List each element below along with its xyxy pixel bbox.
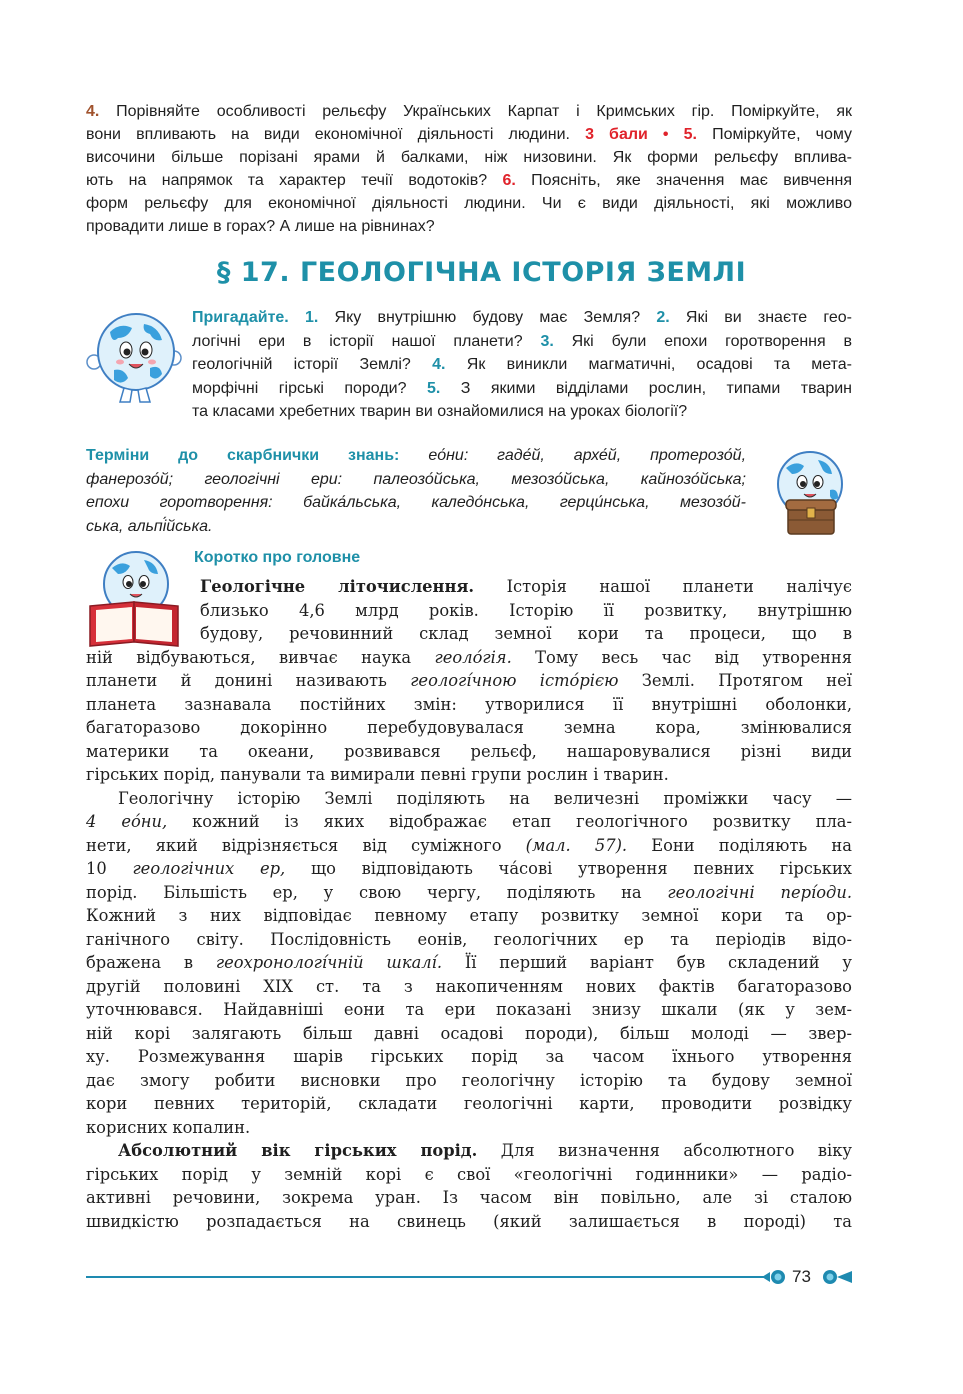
body-line — [86, 881, 852, 905]
body-line: гірських порід у земній корі є свої «геологічні годинники» — радіо- — [86, 1164, 852, 1184]
body-text: Еони поділяють на — [651, 835, 852, 855]
body-text: Землі. Протягом неї — [641, 671, 852, 690]
terms-line: ська, альпі́йська. — [86, 517, 213, 535]
intro-line — [86, 192, 852, 215]
terms-line — [86, 444, 746, 468]
recall-text: Яку внутрішню будову має Земля? — [334, 309, 641, 326]
page-number: 73 — [792, 1267, 811, 1286]
body-line: ганічного світу. Послідовність еонів, геологічних ер та періодів відо- — [86, 929, 852, 949]
recall-line — [192, 306, 852, 330]
body-line: материки та океани, розвивався рельєф, нашаровувалися різні види — [86, 741, 852, 761]
recall-text: Які ви знаєте гео- — [685, 309, 852, 326]
body-text: Її перший варіант був складений у — [464, 953, 852, 972]
globe-mascot-icon — [84, 302, 184, 407]
body-text: 10 — [86, 859, 107, 878]
intro-text: Поміркуйте, чому — [712, 126, 853, 143]
question-number: 6. — [502, 172, 516, 189]
intro-text: височини більше порізані ярами й балками, ніж низовини. Як форми рельєфу вплива- — [86, 149, 852, 166]
terms-label: Терміни до скарбнички знань: — [86, 447, 400, 464]
summary-label: Коротко про головне — [194, 549, 361, 566]
footer-ornament-right-icon — [820, 1268, 852, 1286]
term: геоло́гія. — [434, 647, 512, 667]
section-heading: Абсолютний вік гірських порід. — [118, 1141, 478, 1160]
intro-line — [86, 215, 852, 238]
recall-block — [192, 306, 852, 424]
recall-text: та класами хребетних тварин ви ознайомилися на уроках біології? — [192, 403, 688, 420]
intro-text: Порівняйте особливості рельєфу Українських Карпат і Кримських гір. Поміркуйте, як — [116, 103, 852, 120]
body-text: Історія нашої планети налічує — [506, 577, 853, 596]
term: геохронологі́чній шкалі́. — [215, 953, 443, 972]
question-number: 1. — [304, 309, 319, 326]
body-line — [118, 1139, 852, 1163]
body-line — [86, 857, 852, 881]
body-line: ній корі залягають більш давні осадові породи), більш молоді — звер- — [86, 1023, 852, 1043]
question-number: 5. — [426, 379, 441, 397]
body-line — [86, 646, 852, 670]
question-number: 2. — [656, 309, 670, 326]
question-number: 3. — [540, 332, 554, 350]
intro-text: Поясніть, яке значення має вивчення — [531, 172, 853, 189]
body-line: швидкістю розпадається на свинець (який залишається в породі) та — [86, 1211, 852, 1231]
body-line: уточнювався. Найдавніші еони та ери показані знизу шкали (як у зем- — [86, 1000, 852, 1019]
intro-text: провадити лише в горах? А лише на рівнинах? — [86, 218, 435, 235]
body-line: корисних копалин. — [86, 1117, 251, 1137]
terms-block — [86, 444, 746, 538]
recall-text: Які були епохи горотворення в — [571, 332, 853, 350]
body-line: будову, речовинний склад земної кори та процеси, що в — [200, 624, 852, 643]
page-title: § 17. ГЕОЛОГІЧНА ІСТОРІЯ ЗЕМЛІ — [216, 257, 747, 288]
question-number: 4. — [432, 356, 446, 373]
footer-rule — [86, 1276, 766, 1278]
body-line — [200, 575, 852, 599]
body-text: планети й донині називають — [86, 671, 387, 690]
intro-questions — [86, 100, 852, 238]
terms-text: ео́ни: гаде́й, архе́й, протерозо́й, — [428, 447, 747, 464]
intro-line — [86, 169, 852, 192]
recall-text: логічні ери в історії нашої планети? — [192, 332, 523, 350]
recall-text: геологічній історії Землі? — [192, 356, 411, 373]
main-body — [86, 575, 852, 1233]
body-line: Геологічну історію Землі поділяють на величезні проміжки часу — — [118, 788, 852, 808]
body-line: ху. Розмежування шарів гірських порід за часом їхнього утворення — [86, 1047, 852, 1066]
body-line: гірських порід, панували та вимирали певні групи рослин і тварин. — [86, 765, 669, 784]
body-text: ній відбуваються, вивчає наука — [86, 647, 412, 667]
intro-line — [86, 123, 852, 146]
body-text: Для визначення абсолютного віку — [500, 1141, 852, 1160]
globe-treasure-chest-icon — [764, 446, 860, 538]
recall-text: З якими відділами рослин, типами тварин — [460, 379, 852, 397]
intro-text: форм рельєфу для економічної діяльності людини. Чи є види діяльності, які можливо — [86, 195, 852, 212]
body-text: бражена в — [86, 953, 194, 972]
body-line — [86, 810, 852, 834]
body-line — [86, 834, 852, 858]
body-line: багаторазово докорінно перебудовувалася земна кора, змінювалися — [86, 718, 852, 737]
recall-text: морфічні гірські породи? — [192, 379, 407, 397]
body-line: дає змогу робити висновки про геологічну історію та будову земної — [86, 1070, 852, 1090]
section-heading: Геологічне літочислення. — [200, 577, 475, 596]
figure-ref: (мал. 57). — [525, 835, 628, 855]
intro-line — [86, 100, 852, 123]
intro-text: ють на напрямок та характер течії водотоків? — [86, 172, 488, 189]
body-text: порід. Більшість ер, у свою чергу, поділяють на — [86, 882, 642, 902]
term: геологі́чною істо́рією — [410, 671, 619, 690]
body-line: другій половині XIX ст. та з накопиченням нових фактів багаторазово — [86, 976, 852, 996]
body-text: що відповідають ча́сові утворення певних гірських — [310, 859, 852, 878]
body-line: близько 4,6 млрд років. Історію її розвитку, внутрішню — [200, 600, 852, 620]
footer-ornament-left-icon — [762, 1268, 788, 1286]
recall-text: Як виникли магматичні, осадові та мета- — [466, 356, 853, 373]
recall-line — [192, 330, 852, 354]
score-badge: 3 бали • — [585, 126, 669, 143]
body-text: Тому весь час від утворення — [535, 647, 852, 667]
recall-line — [192, 353, 852, 377]
intro-text: вони впливають на види економічної діяльності людини. — [86, 126, 570, 143]
body-text: нети, який відрізняється від суміжного — [86, 835, 502, 855]
terms-line: фанерозо́й; геологічні ери: палеозо́йська, мезозо́йська, кайнозо́йська; — [86, 470, 746, 488]
recall-line — [192, 377, 852, 401]
question-number: 4. — [86, 103, 100, 120]
body-line — [86, 951, 852, 975]
recall-label: Пригадайте. — [192, 309, 289, 326]
body-line: планета зазнавала постійних змін: утворилися її внутрішні оболонки, — [86, 694, 852, 714]
term: геологічних ер, — [132, 859, 286, 878]
body-line: Кожний з них відповідає певному етапу розвитку земної кори та ор- — [86, 906, 852, 925]
body-line: активні речовини, зокрема уран. Із часом він повільно, але зі сталою — [86, 1188, 852, 1207]
recall-line — [192, 400, 852, 424]
term: геологічні пері́оди. — [667, 882, 852, 902]
intro-line — [86, 146, 852, 169]
terms-line: епохи горотворення: байка́льська, каледо́нська, герци́нська, мезозо́й- — [86, 494, 746, 511]
body-text: кожний із яких відображає етап геологічного розвитку пла- — [192, 812, 852, 831]
body-line: кори певних територій, складати геологічні карти, проводити розвідку — [86, 1094, 852, 1113]
term: 4 ео́ни, — [86, 812, 168, 831]
question-number: 5. — [683, 126, 697, 143]
body-line — [86, 669, 852, 693]
